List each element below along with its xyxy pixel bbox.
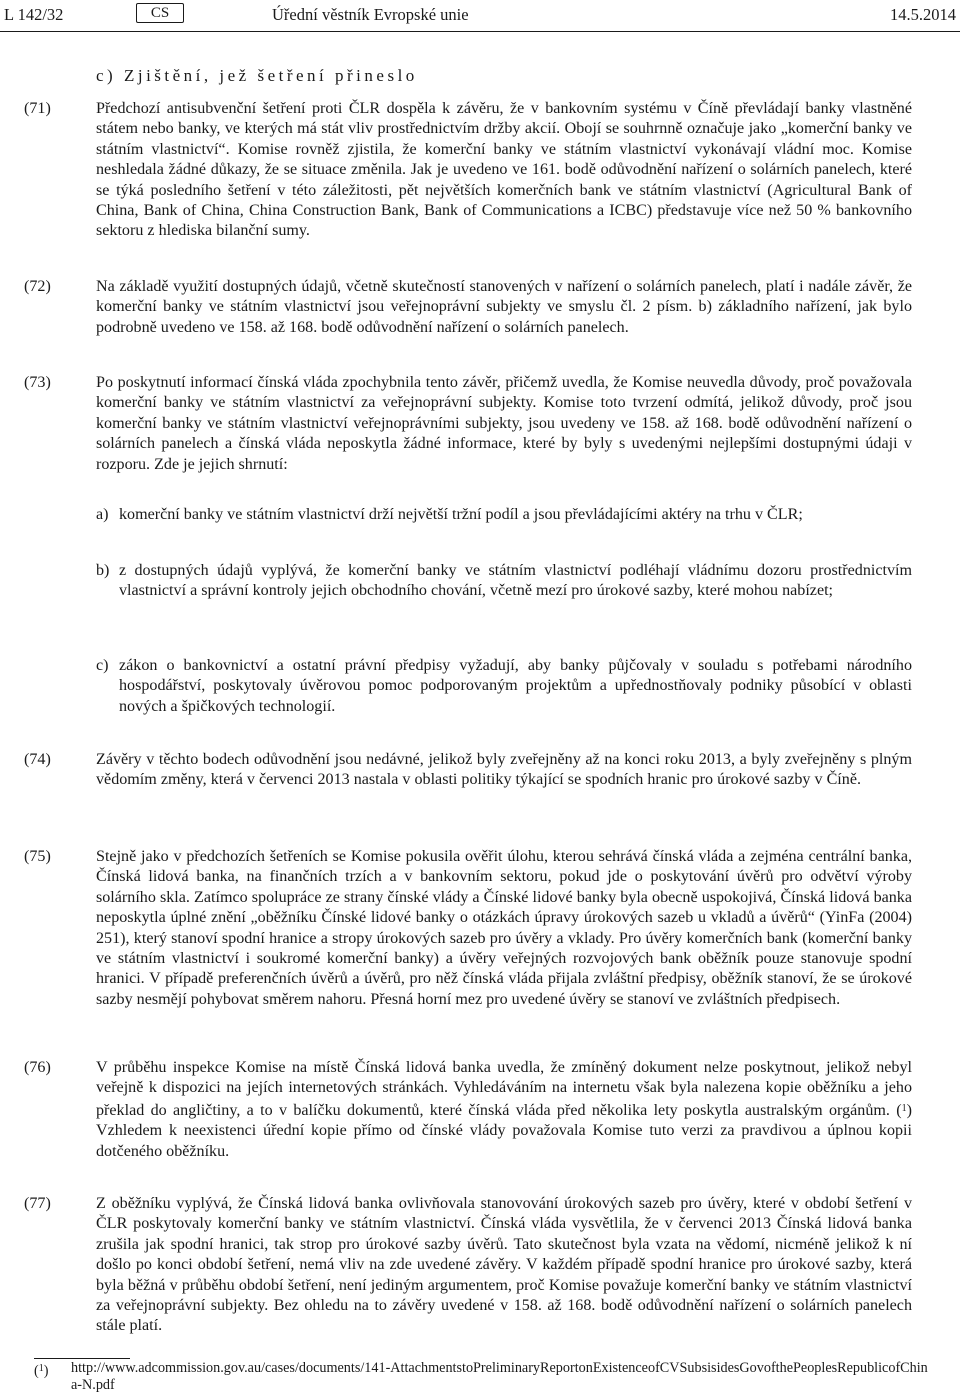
- paragraph-text-part: V průběhu inspekce Komise na místě Čínská lidová banka uvedla, že zmíněný dokument nelze poskytnout, jelikož nebyl veřejně k dispozici na jejích internetových stránkách. Vyhledáváním na internetu však byla nalezena kopie oběžníku a jeho překlad do angličtiny, a to v balíčku dokumentů, které čínská vláda před několika lety poskytla australským orgánům. (: [96, 1059, 912, 1119]
- paragraph-77: [24, 1194, 912, 1337]
- paragraph-74: [24, 750, 912, 791]
- paragraph-text: Z oběžníku vyplývá, že Čínská lidová banka ovlivňovala stanovování úrokových sazeb pro úvěry, které v období šetření v ČLR poskytovaly komerční banky ve státním vlastnictví. Čínská vláda vysvětlila, že v červenci 2013 Čínská lidová banka zrušila jak spodní hranici, tak strop pro úrokové sazby úvěrů. Tato skutečnost byla vzata na vědomí, nicméně jelikož k ní došlo po konci období šetření, nemá vliv na zde uvedené závěry. V každém případě spodní hranice pro úrokové sazby, která byla běžná v průběhu období šetření, není jediným argumentem, proč Komise považuje komerční banky ve státním vlastnictví za veřejnoprávní subjekty. Bez ohledu na to závěry uvedené v 158. až 168. bodě odůvodnění nařízení o solárních panelech stále platí.: [96, 1195, 912, 1335]
- page-reference: L 142/32: [4, 5, 64, 24]
- paragraph-text: Závěry v těchto bodech odůvodnění jsou nedávné, jelikož byly zveřejněny až na konci roku 2013, a byly zveřejněny s plným vědomím změny, která v červenci 2013 nastala v oblasti politiky týkající se spodních hranic pro úrokové sazby v Číně.: [96, 751, 912, 789]
- paragraph-number: (71): [24, 100, 51, 117]
- paragraph-text: Stejně jako v předchozích šetřeních se Komise pokusila ověřit úlohu, kterou sehrává čínská vláda a zejména centrální banka, Čínská lidová banka, na finančních trzích a v bankovním sektoru, pokud jde o poskytování úvěrů pro odvětví výroby solárního skla. Zatímco spolupráce ze strany čínské vlády a Čínské lidové banky byla obecně uspokojivá, Čínská lidová banka neposkytla úplné znění „oběžníku Čínské lidové banky o otázkách úpravy úrokových sazeb u vkladů a úvěrů“ (YinFa (2004) 251), který stanoví spodní hranice a stropy úrokových sazeb pro úvěry a vklady. Pro úvěry komerčních bank (komerční banky ve státním vlastnictví i soukromé komerční banky) a úvěry veřejných rozvojových bank oběžník pouze stanovuje spodní hranici. V případě preferenčních úvěrů a úvěrů, pro něž čínská vláda přijala zvláštní předpisy, oběžník stanoví, že se úrokové sazby nesmějí pohybovat směrem nahoru. Přesná horní mez pro uvedené úvěry se stanoví ve zvláštních předpisech.: [96, 848, 912, 1008]
- paragraph-text: Po poskytnutí informací čínská vláda zpochybnila tento závěr, přičemž uvedla, že Komise neuvedla důvody, proč považovala komerční banky ve státním vlastnictví za veřejnoprávní subjekty. Komise toto tvrzení odmítá, jelikož důvody, proč jsou komerční banky ve státním vlastnictví veřejnoprávními subjekty, jsou uvedeny ve 158. až 168. bodě odůvodnění nařízení o solárních panelech a čínská vláda neposkytla žádné informace, které by byly s uvedenými nejlepšími dostupnými údaji v rozporu. Zde je jejich shrnutí:: [96, 374, 912, 473]
- footnote-reference[interactable]: 1: [901, 1102, 907, 1114]
- list-item-text: komerční banky ve státním vlastnictví drží největší tržní podíl a jsou převládajícími aktéry na trhu v ČLR;: [119, 506, 803, 523]
- list-item-text: zákon o bankovnictví a ostatní právní předpisy vyžadují, aby banky půjčovaly v souladu s potřebami národního hospodářství, poskytovaly úvěrovou pomoc podporovaným projektům a upřednostňovaly podniky působící v oblasti nových a špičkových technologií.: [119, 657, 912, 715]
- paragraph-text: [96, 1058, 912, 1162]
- paragraph-72: [24, 277, 912, 338]
- paragraph-number: (76): [24, 1059, 51, 1076]
- list-item-b: [96, 561, 912, 602]
- paragraph-number: (75): [24, 848, 51, 865]
- page-header: [0, 5, 960, 27]
- paragraph-text-part: ) Vzhledem k neexistenci úřední kopie přímo od čínské vlády považovala Komise tuto verzi za pravdivou a úplnou kopii dotčeného oběžníku.: [96, 1101, 912, 1160]
- list-item-a: [96, 505, 912, 525]
- paragraph-number: (72): [24, 278, 51, 295]
- journal-title: Úřední věstník Evropské unie: [272, 5, 469, 24]
- list-item-label: a): [96, 506, 109, 523]
- list-item-label: c): [96, 657, 109, 674]
- publication-date: 14.5.2014: [890, 5, 956, 24]
- paragraph-number: (74): [24, 751, 51, 768]
- paragraph-76: [24, 1058, 912, 1162]
- paragraph-text: Předchozí antisubvenční šetření proti ČLR dospěla k závěru, že v bankovním systému v Číně převládají banky vlastněné státem nebo banky, ve kterých má stát vliv prostřednictvím držby akcií. Obojí se souhrnně označuje jako „komerční banky ve státním vlastnictví“. Komise rovněž zjistila, že komerční banky ve státním vlastnictví vykonávají vládní moc. Komise neshledala žádné důkazy, že se situace změnila. Jak je uvedeno ve 161. bodě odůvodnění nařízení o solárních panelech, které se týká posledního šetření v této záležitosti, pět největších komerčních bank ve státním vlastnictví (Agricultural Bank of China, Bank of China, China Construction Bank, Bank of Communications a ICBC) představuje více než 50 % bankovního sektoru z hlediska bilanční sumy.: [96, 100, 912, 240]
- paragraph-73: [24, 373, 912, 475]
- paragraph-71: [24, 99, 912, 242]
- paragraph-number: (77): [24, 1195, 51, 1212]
- footnote-marker: ($^1$): [34, 1363, 49, 1379]
- list-item-label: b): [96, 562, 110, 579]
- header-divider: [0, 31, 960, 32]
- list-item-c: [96, 656, 912, 717]
- list-item-text: z dostupných údajů vyplývá, že komerční banky ve státním vlastnictví podléhají vládnímu dozoru prostřednictvím vlastnictví a správní kontroly jejich obchodního chování, včetně mezí pro úrokové sazby, které mohou nabízet;: [119, 562, 912, 600]
- footnote: [34, 1360, 934, 1394]
- section-heading: c) Zjištění, jež šetření přineslo: [96, 66, 418, 85]
- paragraph-75: [24, 847, 912, 1010]
- paragraph-text: Na základě využití dostupných údajů, včetně skutečností stanovených v nařízení o solárních panelech, platí i nadále závěr, že komerční banky ve státním vlastnictví jsou veřejnoprávní subjekty ve smyslu čl. 2 písm. b) základního nařízení, jak bylo podrobně uvedeno ve 158. až 168. bodě odůvodnění nařízení o solárních panelech.: [96, 278, 912, 336]
- footnote-link[interactable]: http://www.adcommission.gov.au/cases/documents/141-AttachmentstoPreliminaryReportonExistenceofCVSubsisidesGovofthePeoplesRepublicofChina-N.pdf: [71, 1360, 928, 1393]
- footnote-divider: [34, 1358, 130, 1359]
- paragraph-number: (73): [24, 374, 51, 391]
- language-badge: CS: [136, 3, 184, 23]
